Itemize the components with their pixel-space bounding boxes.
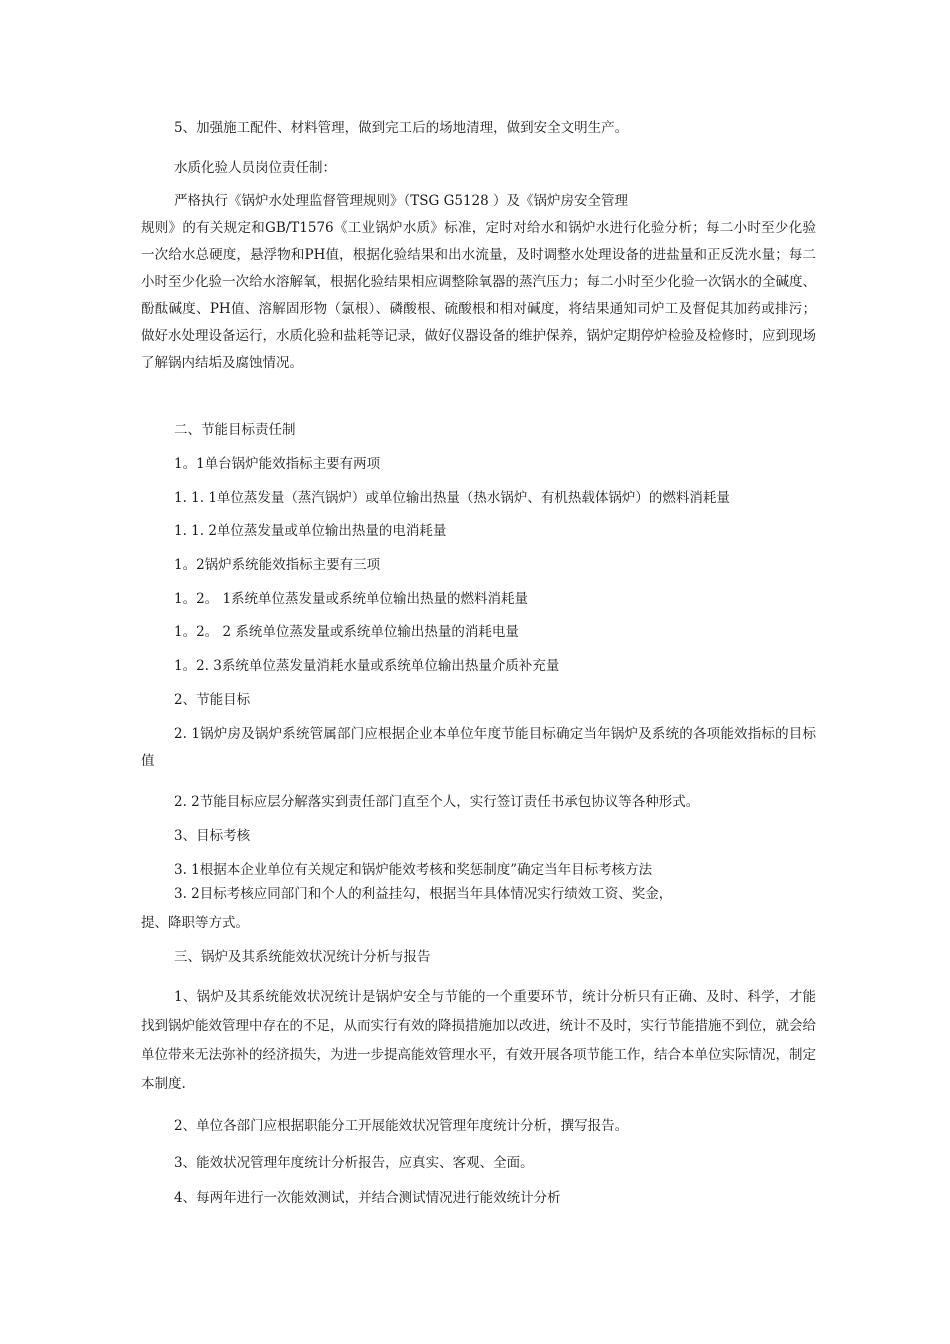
heading-energy-targets: 2、节能目标	[174, 692, 251, 708]
item-3-1: 3. 1根据本企业单位有关规定和锅炉能效考核和奖惩制度”确定当年目标考核方法	[174, 862, 653, 878]
item-2-2: 2. 2节能目标应层分解落实到责任部门直至个人，实行签订责任书承包协议等各种形式。	[174, 794, 700, 810]
item-report-requirements: 3、能效状况管理年度统计分析报告，应真实、客观、全面。	[174, 1155, 534, 1171]
item-1-2: 1。2锅炉系统能效指标主要有三项	[174, 557, 381, 573]
heading-efficiency-statistics-report: 三、锅炉及其系统能效状况统计分析与报告	[174, 949, 431, 965]
paragraph-statistics-importance: 1、锅炉及其系统能效状况统计是锅炉安全与节能的一个重要环节，统计分析只有正确、及时、科学，才能找到锅炉能效管理中存在的不足，从而实行有效的降损措施加以改进，统计不及时，实行节能措施不到位，就会给单位带来无法弥补的经济损失，为进一步提高能效管理水平，有效开展各项节能工作，结合本单位实际情况，制定本制度.	[141, 989, 816, 1092]
item-1-1: 1。1单台锅炉能效指标主要有两项	[174, 456, 381, 472]
heading-target-assessment: 3、目标考核	[174, 828, 251, 844]
paragraph-construction-management: 5、加强施工配件、材料管理，做到完工后的场地清理，做到安全文明生产。	[174, 120, 629, 136]
item-department-analysis: 2、单位各部门应根据职能分工开展能效状况管理年度统计分析，撰写报告。	[174, 1118, 629, 1134]
item-1-2-3: 1。2. 3系统单位蒸发量消耗水量或系统单位输出热量介质补充量	[174, 658, 560, 674]
heading-water-quality-lab-duty: 水质化验人员岗位责任制：	[174, 160, 336, 176]
item-3-2-continuation: 提、降职等方式。	[141, 915, 249, 931]
heading-energy-target-responsibility: 二、节能目标责任制	[174, 422, 296, 438]
paragraph-water-testing-procedure: 规则》的有关规定和GB/T1576《工业锅炉水质》标准，定时对给水和锅炉水进行化验分析；每二小时至少化验一次给水总硬度，悬浮物和PH值，根据化验结果和出水流量，及时调整水处理设备的进盐量和正反洗水量；每二小时至少化验一次给水溶解氧，根据化验结果相应调整除氧器的蒸汽压力；每二小时至少化验一次锅水的全碱度、酚酞碱度、PH值、溶解固形物（氯根）、磷酸根、硫酸根和相对碱度，将结果通知司炉工及督促其加药或排污；做好水处理设备运行，水质化验和盐耗等记录，做好仪器设备的维护保养，锅炉定期停炉检验及检修时，应到现场了解锅内结垢及腐蚀情况。	[141, 220, 816, 371]
item-1-2-2: 1。2。 2 系统单位蒸发量或系统单位输出热量的消耗电量	[174, 624, 519, 640]
item-2-1: 2. 1锅炉房及锅炉系统管属部门应根据企业本单位年度节能目标确定当年锅炉及系统的各项能效指标的目标值	[141, 726, 816, 769]
paragraph-strict-execution: 严格执行《锅炉水处理监督管理规则》（TSG G5128 ）及《锅炉房安全管理	[174, 193, 629, 209]
item-1-1-1: 1. 1. 1单位蒸发量（蒸汽锅炉）或单位输出热量（热水锅炉、有机热载体锅炉）的燃料消耗量	[174, 490, 730, 506]
item-1-2-1: 1。2。 1系统单位蒸发量或系统单位输出热量的燃料消耗量	[174, 591, 529, 607]
item-biennial-testing: 4、每两年进行一次能效测试，并结合测试情况进行能效统计分析	[174, 1190, 561, 1206]
item-3-2: 3. 2目标考核应同部门和个人的利益挂勾，根据当年具体情况实行绩效工资、奖金，	[174, 886, 673, 902]
item-1-1-2: 1. 1. 2单位蒸发量或单位输出热量的电消耗量	[174, 523, 447, 539]
